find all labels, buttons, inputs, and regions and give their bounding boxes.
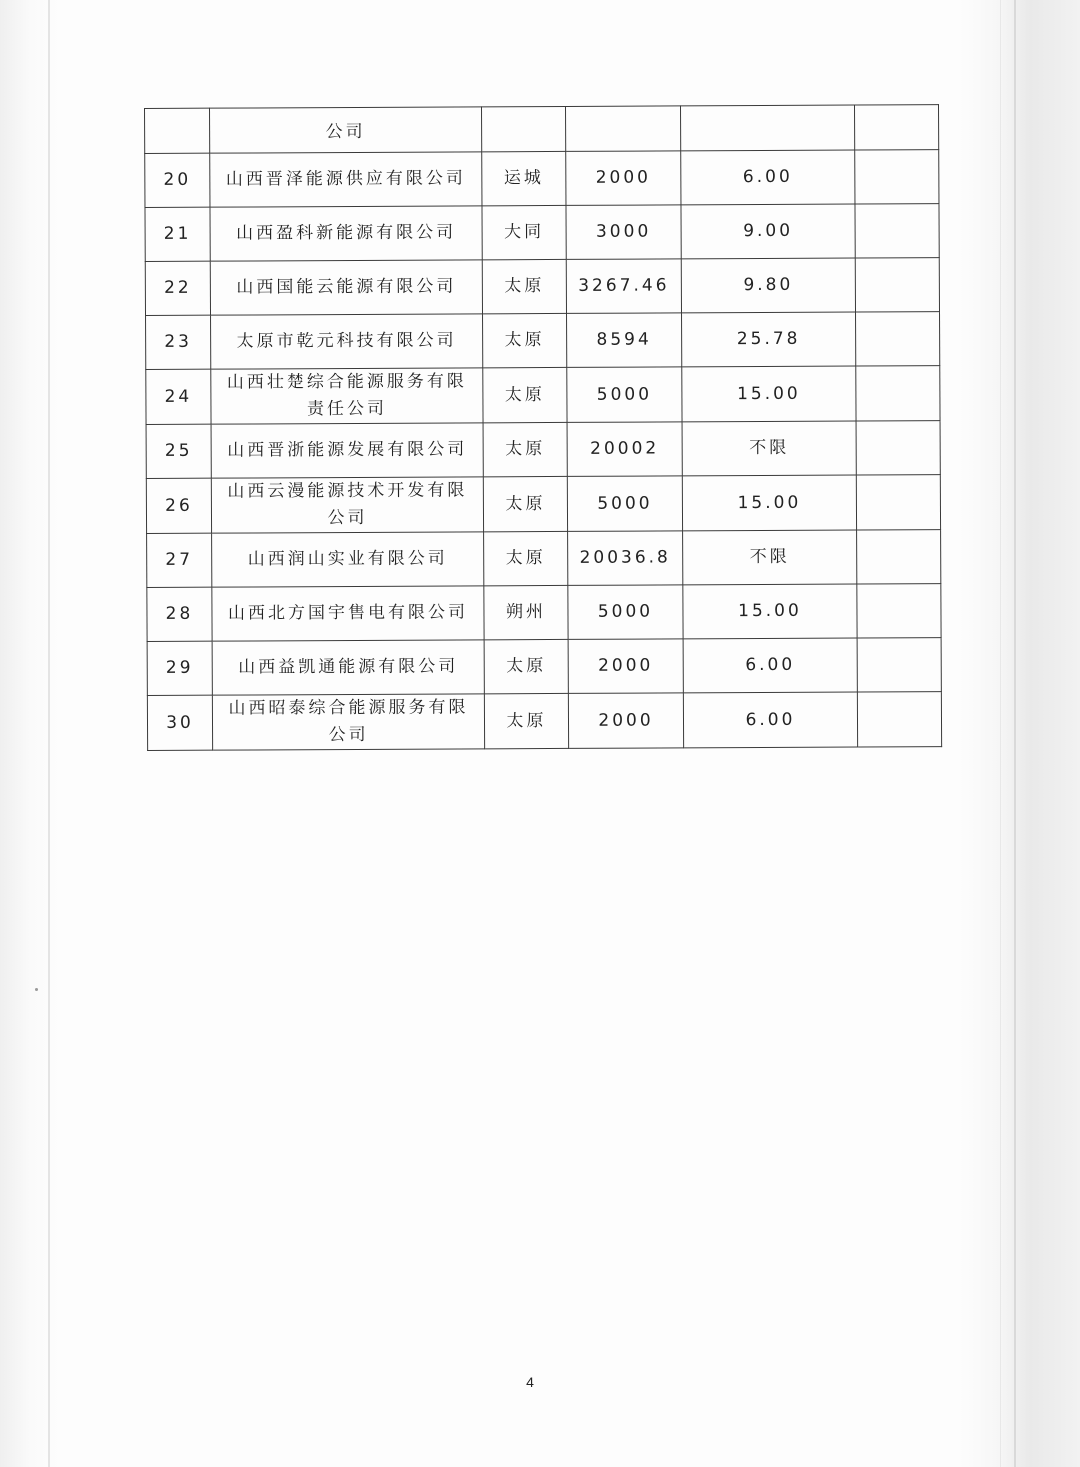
cell-qty: 8594 — [567, 313, 682, 368]
cell-val: 6.00 — [681, 150, 855, 205]
cell-city: 运城 — [482, 151, 566, 205]
cell-remark — [856, 312, 940, 366]
cell-remark — [857, 638, 941, 692]
cell-remark — [856, 366, 940, 421]
cell-name: 山西盈科新能源有限公司 — [210, 206, 482, 261]
cell-no: 28 — [147, 587, 212, 641]
cell-qty: 5000 — [567, 367, 682, 423]
table-row — [146, 366, 940, 425]
cell-val — [680, 105, 854, 151]
cell-qty: 5000 — [568, 585, 683, 640]
cell-qty: 5000 — [567, 476, 682, 532]
cell-val: 15.00 — [682, 366, 856, 422]
cell-city: 太原 — [484, 639, 568, 693]
cell-val: 15.00 — [683, 584, 857, 639]
table-row — [147, 692, 941, 751]
cell-val: 25.78 — [682, 312, 856, 367]
cell-remark — [857, 584, 941, 638]
cell-qty: 3000 — [566, 205, 681, 260]
page-number: 4 — [526, 1374, 534, 1390]
cell-city: 太原 — [482, 259, 566, 313]
cell-no: 27 — [147, 533, 212, 587]
cell-qty: 20002 — [567, 422, 682, 477]
cell-remark — [855, 258, 939, 312]
company-table — [144, 104, 942, 751]
cell-val: 6.00 — [683, 638, 857, 693]
cell-val: 不限 — [682, 421, 856, 476]
table-row — [145, 204, 939, 262]
cell-remark — [857, 692, 941, 747]
cell-qty: 20036.8 — [568, 531, 683, 586]
cell-name: 山西润山实业有限公司 — [212, 532, 484, 587]
cell-remark — [856, 475, 940, 530]
scan-edge-right — [1014, 0, 1016, 1467]
table-row — [147, 638, 941, 696]
cell-val: 9.00 — [681, 204, 855, 259]
scan-edge-left — [48, 0, 50, 1467]
cell-no: 25 — [146, 424, 211, 478]
cell-val: 6.00 — [683, 692, 857, 748]
cell-val: 9.80 — [681, 258, 855, 313]
cell-remark — [857, 530, 941, 584]
cell-name: 山西益凯通能源有限公司 — [212, 640, 484, 695]
table-row — [146, 475, 940, 534]
table-row-continued — [145, 105, 939, 154]
table-row — [146, 312, 940, 370]
cell-qty: 2000 — [568, 639, 683, 694]
cell-qty: 2000 — [568, 693, 683, 749]
table-row — [147, 584, 941, 642]
cell-name: 公司 — [210, 107, 482, 153]
table-row — [145, 258, 939, 316]
cell-qty: 2000 — [566, 151, 681, 206]
cell-val: 不限 — [683, 530, 857, 585]
cell-name: 山西国能云能源有限公司 — [210, 260, 482, 315]
table-row — [146, 421, 940, 479]
cell-name: 山西昭泰综合能源服务有限公司 — [212, 694, 484, 750]
cell-city: 太原 — [484, 531, 568, 585]
cell-name: 山西北方国宇售电有限公司 — [212, 586, 484, 641]
table-row — [145, 150, 939, 208]
cell-qty — [565, 106, 680, 152]
table-row — [147, 530, 941, 588]
cell-no: 20 — [145, 153, 210, 207]
cell-name: 山西壮楚综合能源服务有限责任公司 — [211, 368, 483, 424]
cell-name: 山西晋浙能源发展有限公司 — [211, 423, 483, 478]
scan-speck — [35, 988, 38, 991]
cell-qty: 3267.46 — [566, 259, 681, 314]
cell-city: 朔州 — [484, 585, 568, 639]
cell-no: 21 — [145, 207, 210, 261]
cell-city: 大同 — [482, 205, 566, 259]
cell-city: 太原 — [483, 367, 567, 422]
cell-city: 太原 — [484, 693, 568, 748]
cell-city: 太原 — [483, 422, 567, 476]
cell-city: 太原 — [483, 313, 567, 367]
cell-no — [145, 108, 210, 153]
cell-remark — [854, 105, 938, 150]
cell-remark — [855, 150, 939, 204]
cell-no: 22 — [145, 261, 210, 315]
cell-no: 24 — [146, 369, 211, 424]
cell-remark — [856, 421, 940, 475]
cell-name: 太原市乾元科技有限公司 — [211, 314, 483, 369]
cell-no: 29 — [147, 641, 212, 695]
cell-city — [481, 106, 565, 151]
cell-no: 30 — [147, 695, 212, 750]
cell-no: 23 — [146, 315, 211, 369]
cell-name: 山西云漫能源技术开发有限公司 — [211, 477, 483, 533]
scan-edge-right-inner — [1000, 0, 1001, 1467]
cell-city: 太原 — [483, 476, 567, 531]
cell-remark — [855, 204, 939, 258]
cell-name: 山西晋泽能源供应有限公司 — [210, 152, 482, 207]
cell-val: 15.00 — [682, 475, 856, 531]
cell-no: 26 — [146, 478, 211, 533]
